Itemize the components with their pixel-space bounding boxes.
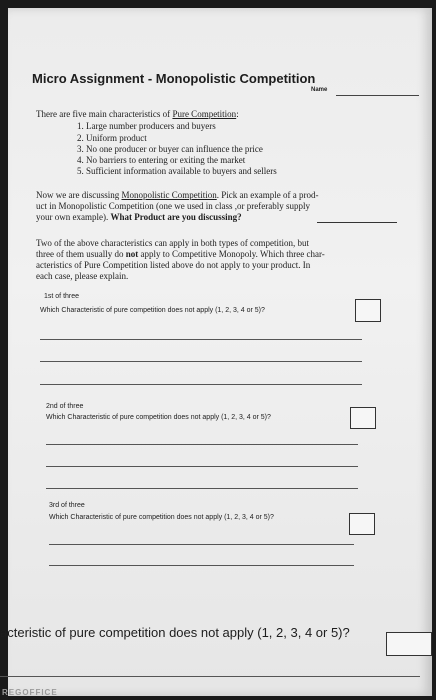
- para3-line1: Two of the above characteristics can apply in both types of competition, but: [36, 238, 310, 248]
- question-2-answer-line-2[interactable]: [46, 466, 358, 467]
- question-1-answer-line-1[interactable]: [40, 339, 362, 340]
- characteristic-1: 1. Large number producers and buyers: [77, 121, 216, 131]
- question-2-answer-box[interactable]: [350, 407, 376, 429]
- question-3-label: 3rd of three: [49, 502, 85, 509]
- question-3-answer-line-2[interactable]: [49, 565, 354, 566]
- characteristic-3: 3. No one producer or buyer can influence the price: [77, 144, 263, 154]
- question-2-text: Which Characteristic of pure competition does not apply (1, 2, 3, 4 or 5)?: [46, 414, 271, 421]
- question-2-label: 2nd of three: [46, 403, 84, 410]
- question-1-answer-line-2[interactable]: [40, 361, 362, 362]
- bottom-question-fragment: acteristic of pure competition does not apply (1, 2, 3, 4 or 5)?: [0, 625, 350, 640]
- para3-line4: each case, please explain.: [36, 271, 129, 281]
- name-field-line[interactable]: [336, 95, 419, 96]
- question-3-answer-line-1[interactable]: [49, 544, 354, 545]
- question-3-text: Which Characteristic of pure competition does not apply (1, 2, 3, 4 or 5)?: [49, 514, 274, 521]
- characteristic-4: 4. No barriers to entering or exiting the market: [77, 155, 246, 165]
- question-1-text: Which Characteristic of pure competition does not apply (1, 2, 3, 4 or 5)?: [40, 307, 265, 314]
- para3-line2: three of them usually do not apply to Competitive Monopoly. Which three char-: [36, 249, 325, 259]
- para2-line2: uct in Monopolistic Competition (one we used in class ,or preferably supply: [36, 201, 310, 211]
- bottom-stamp-text: REGOFFICE: [2, 688, 58, 697]
- question-1-label: 1st of three: [44, 293, 80, 300]
- name-label: Name: [311, 87, 328, 93]
- bottom-answer-box[interactable]: [386, 632, 432, 656]
- bottom-answer-line[interactable]: [0, 676, 420, 677]
- product-answer-line[interactable]: [317, 222, 397, 223]
- characteristic-2: 2. Uniform product: [77, 133, 147, 143]
- para2-line3: your own example). What Product are you discussing?: [36, 212, 242, 222]
- question-3-answer-box[interactable]: [349, 513, 375, 535]
- page-title: Micro Assignment - Monopolistic Competition: [32, 71, 316, 86]
- question-1-answer-box[interactable]: [355, 299, 381, 322]
- para2-line1: Now we are discussing Monopolistic Competition. Pick an example of a prod-: [36, 190, 319, 200]
- question-2-answer-line-3[interactable]: [46, 488, 358, 489]
- question-2-answer-line-1[interactable]: [46, 444, 358, 445]
- para3-line3: acteristics of Pure Competition listed above do not apply to your product. In: [36, 260, 311, 270]
- characteristic-5: 5. Sufficient information available to buyers and sellers: [77, 166, 277, 176]
- question-1-answer-line-3[interactable]: [40, 384, 362, 385]
- intro-lead: There are five main characteristics of Pure Competition:: [36, 109, 239, 119]
